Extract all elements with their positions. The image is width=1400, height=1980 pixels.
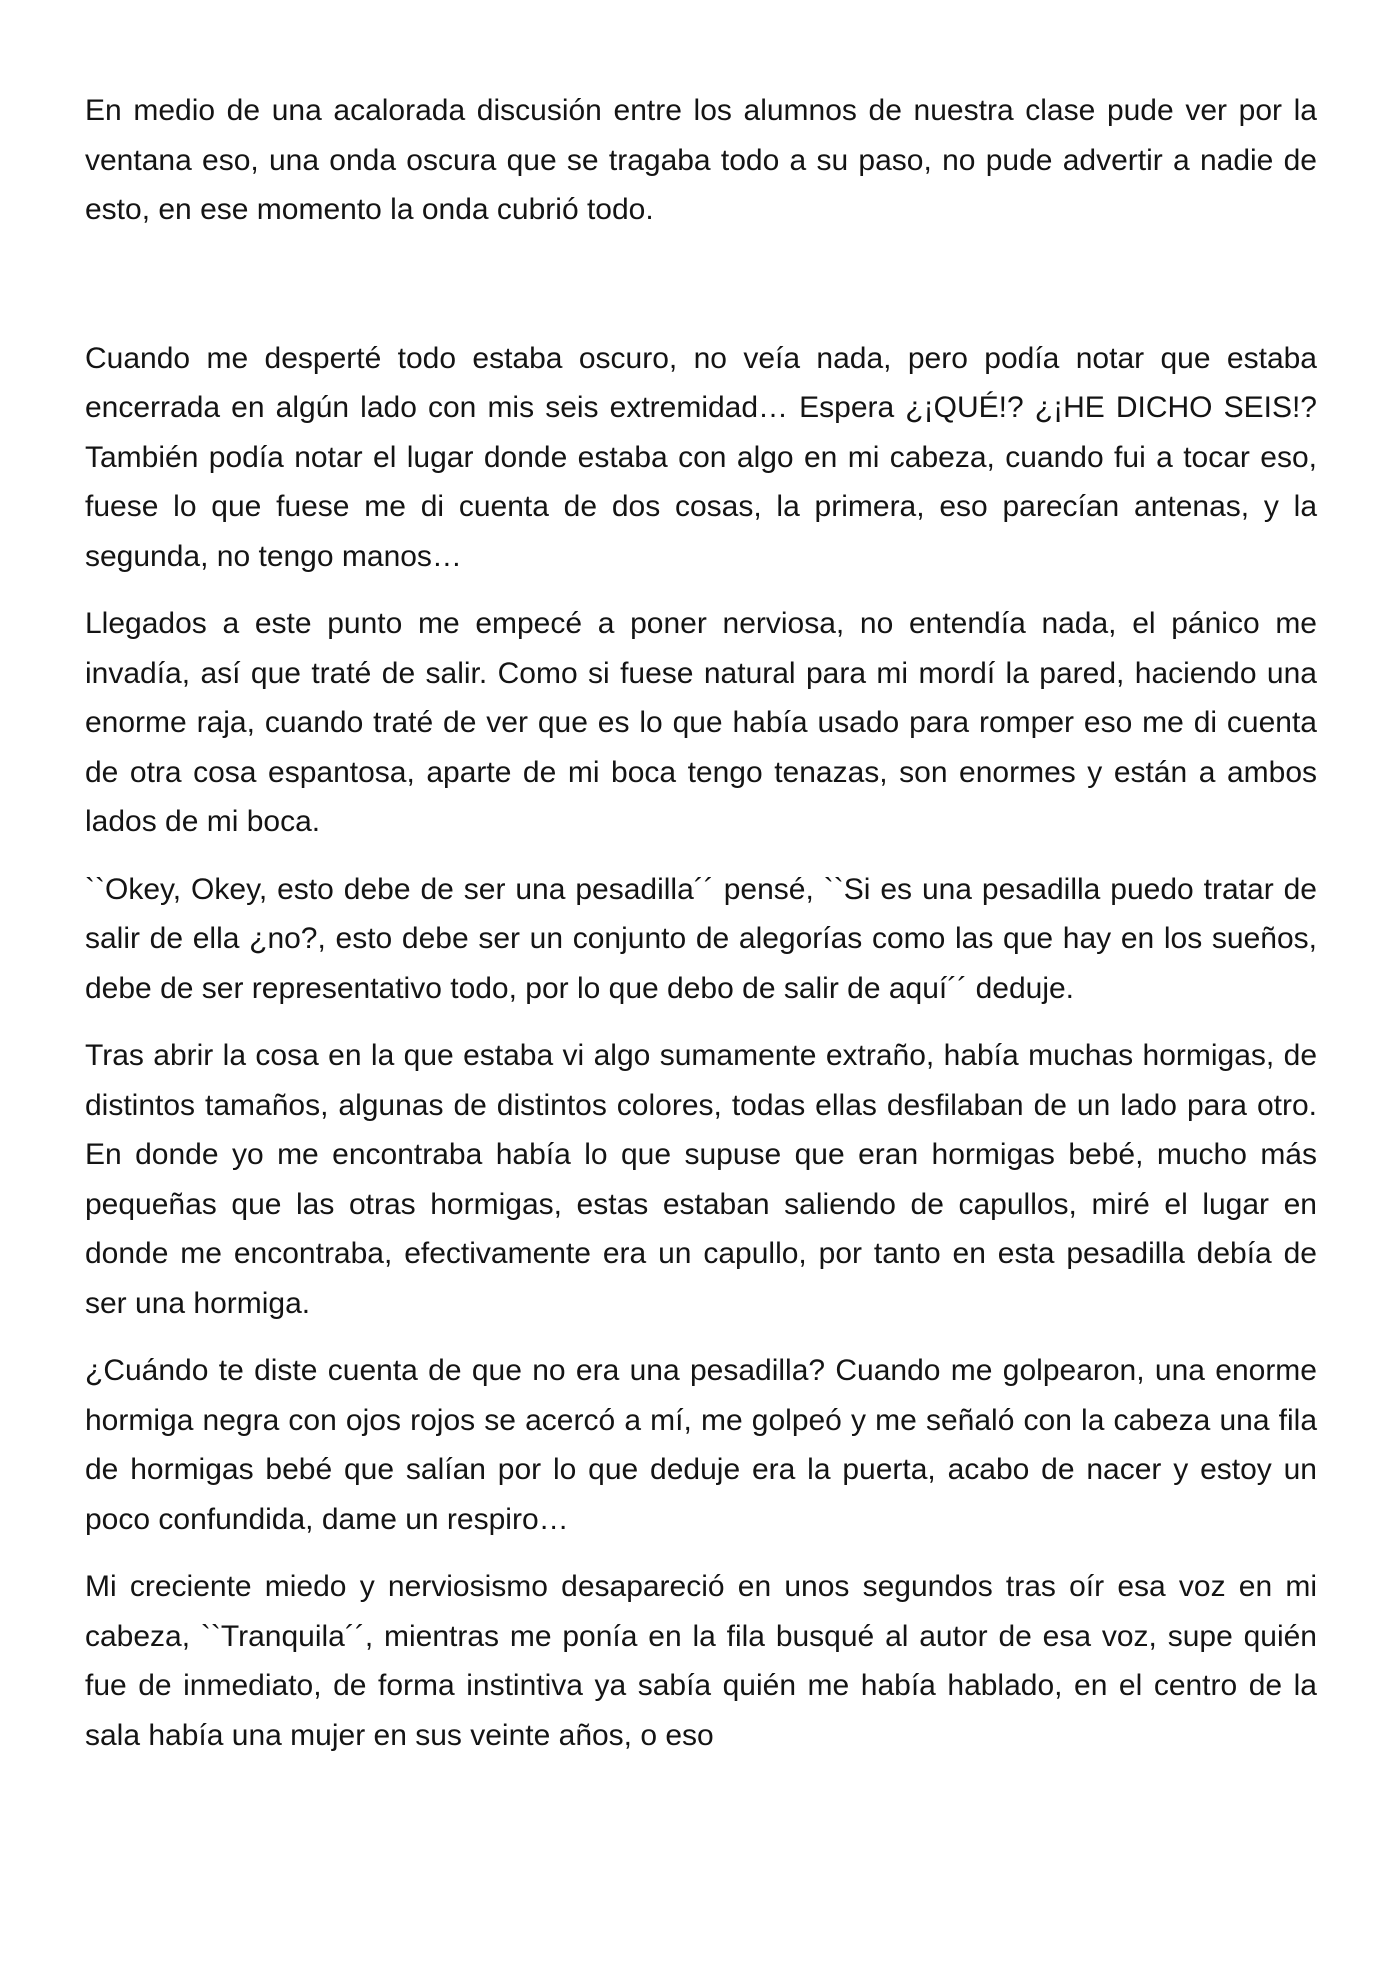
paragraph-6: ¿Cuándo te diste cuenta de que no era una pesadilla? Cuando me golpearon, una enorme hormiga negra con ojos rojos se acercó a mí, me golpeó y me señaló con la cabeza una fila de hormigas bebé que salían por lo que deduje era la puerta, acabo de nacer y estoy un poco confundida, dame un respiro…: [85, 1354, 1317, 1536]
paragraph-3: Llegados a este punto me empecé a poner nerviosa, no entendía nada, el pánico me invadía, así que traté de salir. Como si fuese natural para mi mordí la pared, haciendo una enorme raja, cuando traté de ver que es lo que había usado para romper eso me di cuenta de otra cosa espantosa, aparte de mi boca tengo tenazas, son enormes y están a ambos lados de mi boca.: [85, 607, 1317, 838]
document-page: [85, 86, 1317, 1778]
paragraph-7: Mi creciente miedo y nerviosismo desapareció en unos segundos tras oír esa voz en mi cabeza, ``Tranquila´´, mientras me ponía en la fila busqué al autor de esa voz, supe quién fue de inmediato, de forma instintiva ya sabía quién me había hablado, en el centro de la sala había una mujer en sus veinte años, o eso: [85, 1570, 1317, 1752]
paragraph-2: Cuando me desperté todo estaba oscuro, no veía nada, pero podía notar que estaba encerrada en algún lado con mis seis extremidad… Espera ¿¡QUÉ!? ¿¡HE DICHO SEIS!? También podía notar el lugar donde estaba con algo en mi cabeza, cuando fui a tocar eso, fuese lo que fuese me di cuenta de dos cosas, la primera, eso parecían antenas, y la segunda, no tengo manos…: [85, 341, 1317, 573]
paragraph-1: En medio de una acalorada discusión entre los alumnos de nuestra clase pude ver por la ventana eso, una onda oscura que se tragaba todo a su paso, no pude advertir a nadie de esto, en ese momento la onda cubrió todo.: [85, 94, 1317, 226]
paragraph-5: Tras abrir la cosa en la que estaba vi algo sumamente extraño, había muchas hormigas, de distintos tamaños, algunas de distintos colores, todas ellas desfilaban de un lado para otro. En donde yo me encontraba había lo que supuse que eran hormigas bebé, mucho más pequeñas que las otras hormigas, estas estaban saliendo de capullos, miré el lugar en donde me encontraba, efectivamente era un capullo, por tanto en esta pesadilla debía de ser una hormiga.: [85, 1039, 1317, 1320]
paragraph-4: ``Okey, Okey, esto debe de ser una pesadilla´´ pensé, ``Si es una pesadilla puedo tratar de salir de ella ¿no?, esto debe ser un conjunto de alegorías como las que hay en los sueños, debe de ser representativo todo, por lo que debo de salir de aquí´´ deduje.: [85, 872, 1317, 1005]
